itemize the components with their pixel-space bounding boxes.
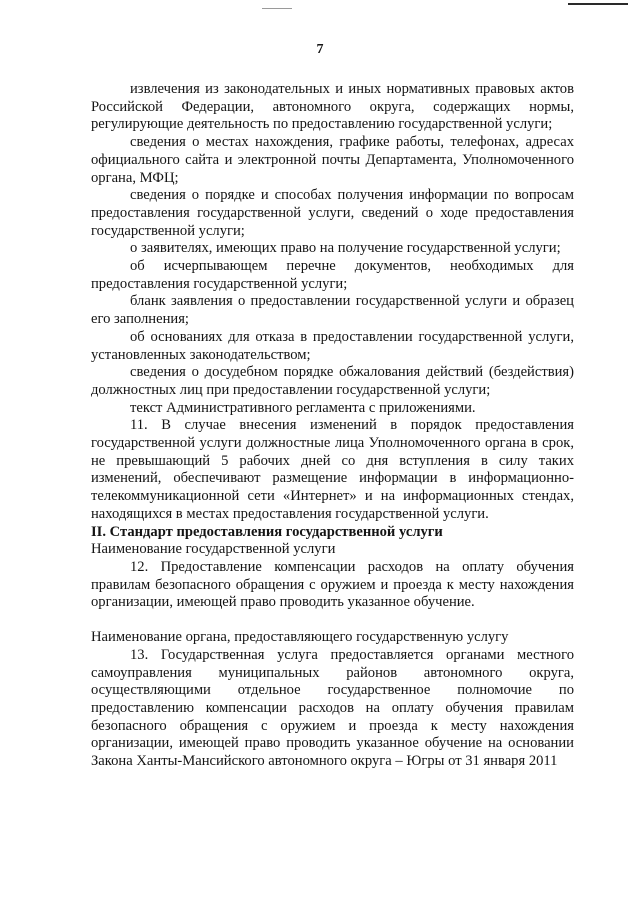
paragraph: о заявителях, имеющих право на получение государственной услуги; <box>130 240 561 257</box>
paragraph: сведения о порядке и способах получения информации по вопросам предоставления государственной услуги, сведений о ходе предоставления государственной услуги; <box>91 187 574 239</box>
paragraph: сведения о досудебном порядке обжалования действий (бездействия) должностных лиц при предоставлении государственной услуги; <box>91 364 574 398</box>
subheading-authority-name: Наименование органа, предоставляющего государственную услугу <box>91 629 509 646</box>
paragraph-11: 11. В случае внесения изменений в порядок предоставления государственной услуги должностные лица Уполномоченного органа в срок, не превышающий 5 рабочих дней со дня вступления в силу таких изменений, обеспечивают размещение информации в информационно-телекоммуникационной сети «Интернет» и на информационных стендах, находящихся в местах предоставления государственной услуги. <box>91 417 574 522</box>
scan-artifact-corner <box>568 3 628 5</box>
paragraph: об основаниях для отказа в предоставлении государственной услуги, установленных законодательством; <box>91 328 574 363</box>
document-body <box>91 81 574 771</box>
paragraph: извлечения из законодательных и иных нормативных правовых актов Российской Федерации, автономного округа, содержащих нормы, регулирующие деятельность по предоставлению государственной услуги; <box>91 81 574 133</box>
page-number: 7 <box>316 42 324 57</box>
subheading-service-name: Наименование государственной услуги <box>91 541 336 558</box>
paragraph: текст Административного регламента с приложениями. <box>130 399 476 416</box>
scan-artifact-top <box>262 8 292 9</box>
paragraph: об исчерпывающем перечне документов, необходимых для предоставления государственной услуги; <box>91 258 574 292</box>
paragraph: сведения о местах нахождения, графике работы, телефонах, адресах официального сайта и электронной почты Департамента, Уполномоченного органа, МФЦ; <box>91 134 574 186</box>
paragraph-12: 12. Предоставление компенсации расходов на оплату обучения правилам безопасного обращения с оружием и проезда к месту нахождения организации, имеющей право проводить указанное обучение. <box>91 558 574 611</box>
paragraph-13: 13. Государственная услуга предоставляется органами местного самоуправления муниципальных районов автономного округа, осуществляющими отдельное государственное полномочие по предоставлению компенсации расходов на оплату обучения правилам безопасного обращения с оружием и проезда к месту нахождения организации, имеющей право проводить указанное обучение на основании Закона Ханты-Мансийского автономного округа – Югры от 31 января 2011 <box>91 646 574 770</box>
paragraph: бланк заявления о предоставлении государственной услуги и образец его заполнения; <box>91 293 574 328</box>
section-heading: II. Стандарт предоставления государственной услуги <box>91 523 443 540</box>
